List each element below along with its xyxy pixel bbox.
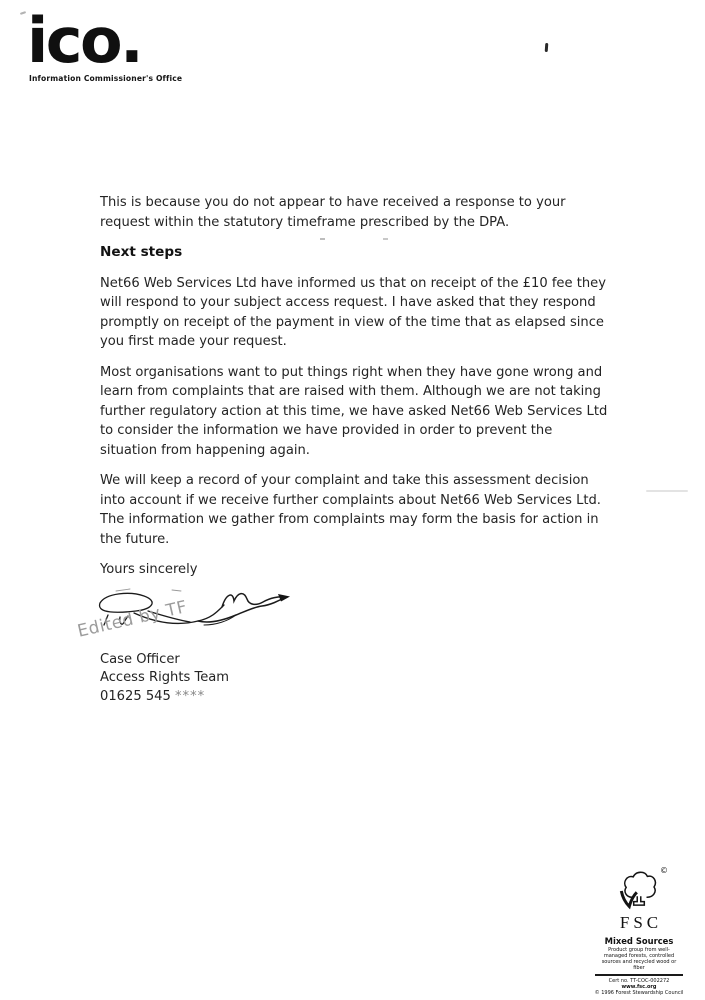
- scan-mark: [545, 43, 549, 52]
- scan-speck: [20, 11, 26, 15]
- signer-title: Case Officer: [100, 651, 180, 667]
- fsc-acronym: FSC: [619, 913, 663, 932]
- edited-by-watermark: Edited by TF: [75, 596, 190, 642]
- fsc-description: Product group from well-managed forests, controlled sources and recycled wood or fiber: [601, 947, 677, 971]
- paragraph-record: We will keep a record of your complaint and take this assessment decision into account if we receive further complaints about Net66 Web Services Ltd. The information we gather from complaints may form the basis for action in the future.: [100, 473, 601, 547]
- paragraph-intro: This is because you do not appear to have received a response to your request within the statutory timeframe prescribed by the DPA.: [100, 195, 566, 230]
- signer-block: [100, 651, 612, 707]
- phone-number: 01625 545: [100, 688, 175, 704]
- fsc-tree-icon: [614, 868, 664, 914]
- logo-brand-text: ico.: [27, 4, 142, 77]
- fsc-divider: [595, 974, 683, 976]
- paragraph-organisations: Most organisations want to put things right when they have gone wrong and learn from complaints that are raised with them. Although we are not taking further regulatory action at this time, we have asked Net66 Web Services Ltd to consider the information we have provided in order to prevent the situation from happening again.: [100, 364, 608, 458]
- phone-redacted: ****: [174, 688, 206, 704]
- fsc-cert-number: Cert no. TT-COC-002272: [608, 978, 670, 984]
- paragraph-fee: Net66 Web Services Ltd have informed us that on receipt of the £10 fee they will respond to your subject access request. I have asked that they respond promptly on receipt of the payment in view of the time that as elapsed since you first made your request.: [100, 275, 606, 349]
- signature-area: [75, 591, 612, 651]
- ico-logo: [27, 4, 183, 84]
- signer-phone: [100, 688, 612, 707]
- fsc-label: [590, 864, 688, 997]
- closing-salutation: Yours sincerely: [100, 562, 198, 577]
- fsc-mixed-sources-title: Mixed Sources: [604, 936, 674, 946]
- fsc-footer: © 1996 Forest Stewardship Council: [594, 990, 684, 997]
- letter-body: [75, 193, 612, 706]
- fsc-url: www.fsc.org: [621, 984, 657, 991]
- next-steps-heading: Next steps: [100, 244, 183, 260]
- logo-tagline: Information Commissioner's Office: [29, 74, 183, 84]
- signer-team: Access Rights Team: [100, 670, 230, 686]
- scan-smudge: [646, 490, 688, 492]
- fsc-copyright-symbol: ©: [660, 866, 668, 875]
